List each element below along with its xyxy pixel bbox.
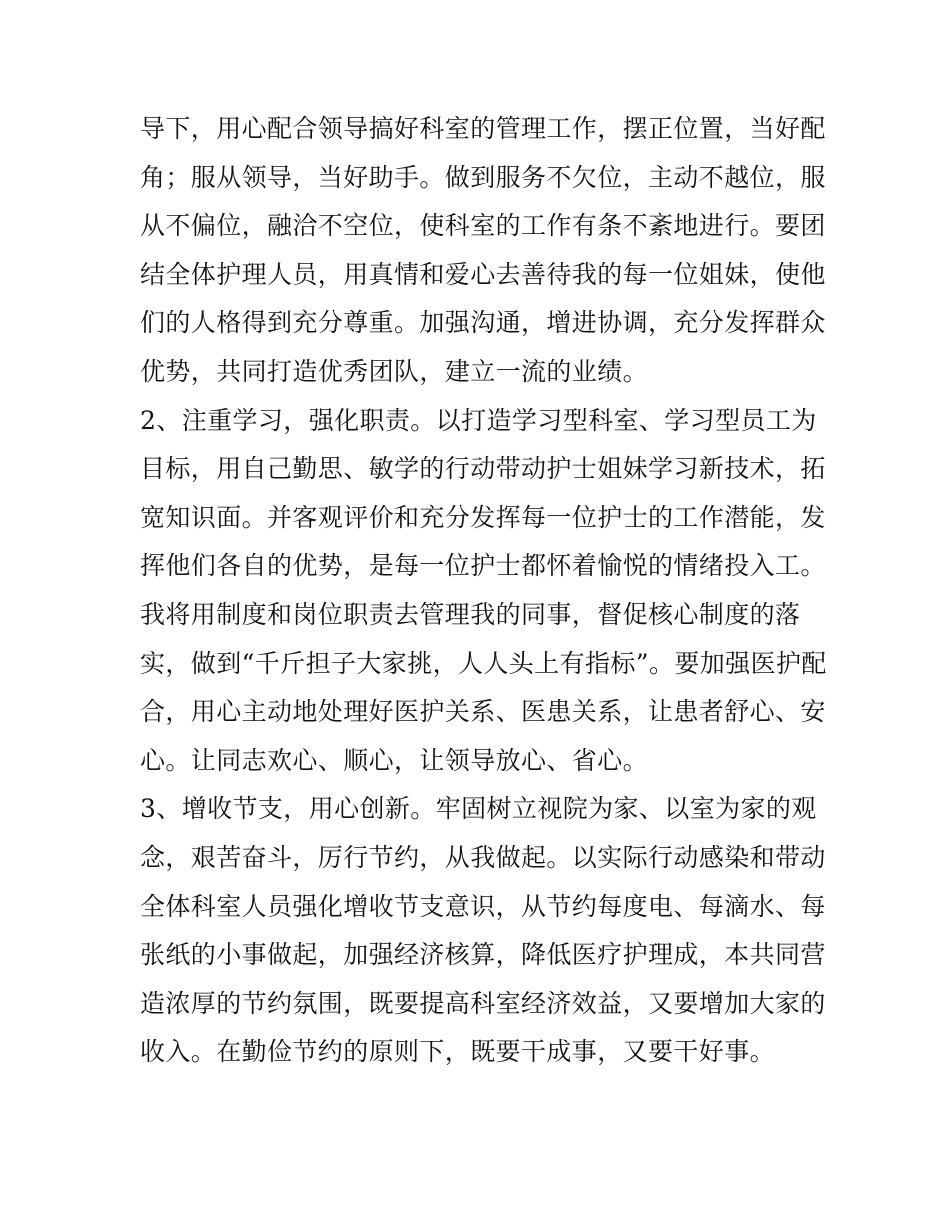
text-line: 造浓厚的节约氛围，既要提高科室经济效益，又要增加大家的 [140,988,826,1018]
text-line: 优势，共同打造优秀团队，建立一流的业绩。 [140,356,649,386]
text-line: 张纸的小事做起，加强经济核算，降低医疗护理成，本共同营 [140,940,826,970]
text-line: 挥他们各自的优势，是每一位护士都怀着愉悦的情绪投入工。 [140,551,826,581]
text-line: 合，用心主动地处理好医护关系、医患关系，让患者舒心、安 [140,697,826,727]
text-line: 2、注重学习，强化职责。以打造学习型科室、学习型员工为 [140,405,817,435]
text-line: 心。让同志欢心、顺心，让领导放心、省心。 [140,745,649,775]
text-line: 角；服从领导，当好助手。做到服务不欠位，主动不越位，服 [140,162,826,192]
document-body [140,105,830,1077]
text-line: 从不偏位，融洽不空位，使科室的工作有条不紊地进行。要团 [140,211,826,241]
text-line: 导下，用心配合领导搞好科室的管理工作，摆正位置，当好配 [140,114,826,143]
text-line: 宽知识面。并客观评价和充分发挥每一位护士的工作潜能，发 [140,502,826,532]
text-line: 全体科室人员强化增收节支意识，从节约每度电、每滴水、每 [140,891,826,921]
text-line: 实，做到“千斤担子大家挑，人人头上有指标”。要加强医护配 [140,648,827,678]
text-line: 3、增收节支，用心创新。牢固树立视院为家、以室为家的观 [140,794,817,824]
text-line: 我将用制度和岗位职责去管理我的同事，督促核心制度的落 [140,599,801,629]
text-line: 念，艰苦奋斗，厉行节约，从我做起。以实际行动感染和带动 [140,842,826,872]
text-line: 收入。在勤俭节约的原则下，既要干成事，又要干好事。 [140,1037,776,1067]
text-line: 们的人格得到充分尊重。加强沟通，增进协调，充分发挥群众 [140,308,826,338]
text-line: 目标，用自己勤思、敏学的行动带动护士姐妹学习新技术，拓 [140,454,826,484]
text-line: 结全体护理人员，用真情和爱心去善待我的每一位姐妹，使他 [140,259,826,289]
